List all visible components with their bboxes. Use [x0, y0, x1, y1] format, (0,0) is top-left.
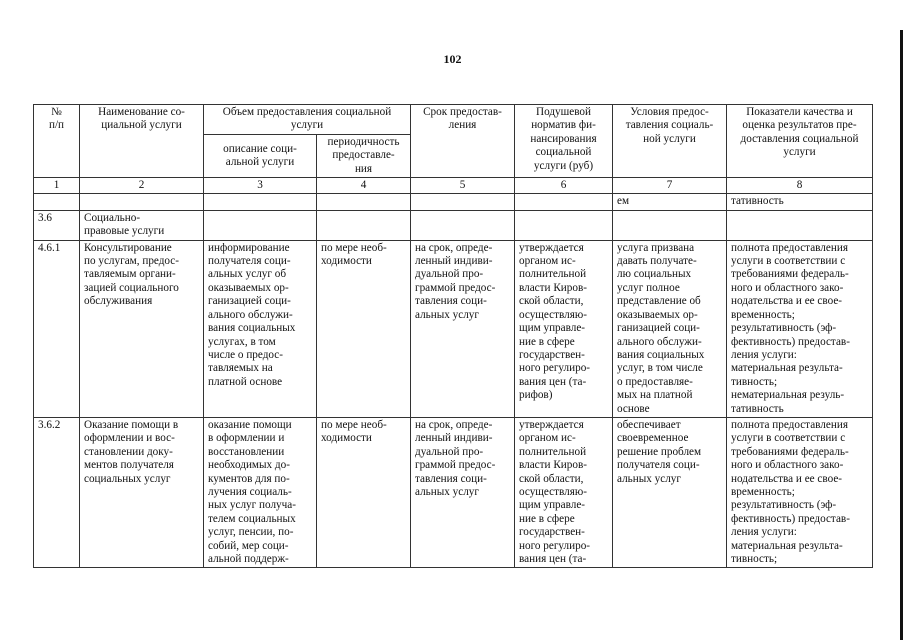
column-numbers-row: [34, 178, 873, 194]
col-number: 3: [204, 178, 317, 194]
row-conditions: услуга призвана давать получате- лю социальных услуг полное представление об оказываемых ор- ганизацией соци- ального обслужи- вания социальных услуг, в том числе о предоставляе- мых на платной основе: [613, 240, 727, 417]
col-number: 7: [613, 178, 727, 194]
row-description: информирование получателя соци- альных услуг об оказываемых ор- ганизацией соци- ального обслужи- вания социальных услугах, в том числе о предос- тавляемых на платной основе: [204, 240, 317, 417]
row-periodicity: по мере необ- ходимости: [317, 240, 411, 417]
col-number: 8: [727, 178, 873, 194]
header-conditions: Условия предос- тавления социаль- ной услуги: [613, 105, 727, 178]
row-quality: полнота предоставления услуги в соответствии с требованиями федераль- ного и областного зако- нодательства и ее свое- временность; результативность (эф- фективность) предостав- ления услуги: материальная результа- тивность; нематериальная резуль- тативность: [727, 240, 873, 417]
services-table: [33, 104, 873, 568]
row-norm: утверждается органом ис- полнительной власти Киров- ской области, осуществляю- щим управле- ние в сфере государствен- ного регулиро- вания цен (та-: [515, 417, 613, 567]
page-edge-line: [900, 30, 903, 640]
row-description: оказание помощи в оформлении и восстановлении необходимых до- кументов для по- лучения социаль- ных услуг получа- телем социальных услуг, пенсии, по- собий, мер соци- альной поддерж-: [204, 417, 317, 567]
col-number: 6: [515, 178, 613, 194]
header-volume-period: периодичность предоставле- ния: [317, 134, 411, 177]
header-term: Срок предостав- ления: [411, 105, 515, 178]
continuation-conditions: ем: [613, 194, 727, 210]
row-periodicity: по мере необ- ходимости: [317, 417, 411, 567]
page-number: 102: [443, 52, 462, 66]
row-name: Консультирование по услугам, предос- тавляемым органи- зацией социального обслуживания: [80, 240, 204, 417]
row-name: Оказание помощи в оформлении и вос- становлении доку- ментов получателя социальных услуг: [80, 417, 204, 567]
row-conditions: обеспечивает своевременное решение проблем получателя соци- альных услуг: [613, 417, 727, 567]
section-row: [34, 210, 873, 240]
row-num: 3.6.2: [34, 417, 80, 567]
header-row: [34, 105, 873, 135]
header-volume: Объем предоставления социальной услуги: [204, 105, 411, 135]
row-term: на срок, опреде- ленный индиви- дуальной про- граммой предос- тавления соци- альных услуг: [411, 417, 515, 567]
header-volume-desc: описание соци- альной услуги: [204, 134, 317, 177]
col-number: 1: [34, 178, 80, 194]
col-number: 5: [411, 178, 515, 194]
col-number: 4: [317, 178, 411, 194]
header-num: № п/п: [34, 105, 80, 178]
section-name: Социально- правовые услуги: [80, 210, 204, 240]
row-quality: полнота предоставления услуги в соответствии с требованиями федераль- ного и областного зако- нодательства и ее свое- временность; результативность (эф- фективность) предостав- ления услуги: материальная результа- тивность;: [727, 417, 873, 567]
continuation-row: [34, 194, 873, 210]
section-num: 3.6: [34, 210, 80, 240]
row-num: 4.6.1: [34, 240, 80, 417]
row-term: на срок, опреде- ленный индиви- дуальной про- граммой предос- тавления соци- альных услуг: [411, 240, 515, 417]
table-row: [34, 240, 873, 417]
header-norm: Подушевой норматив фи- нансирования социальной услуги (руб): [515, 105, 613, 178]
continuation-quality: тативность: [727, 194, 873, 210]
col-number: 2: [80, 178, 204, 194]
row-norm: утверждается органом ис- полнительной власти Киров- ской области, осуществляю- щим управле- ние в сфере государствен- ного регулиро- вания цен (та- рифов): [515, 240, 613, 417]
table-row: [34, 417, 873, 567]
header-name: Наименование со- циальной услуги: [80, 105, 204, 178]
header-quality: Показатели качества и оценка результатов пре- доставления социальной услуги: [727, 105, 873, 178]
